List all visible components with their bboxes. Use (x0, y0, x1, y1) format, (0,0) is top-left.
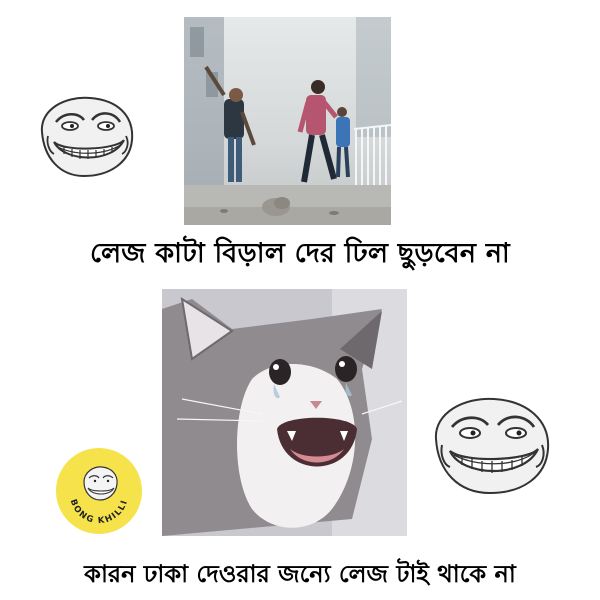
logo-text: BONG KHILLI (67, 497, 131, 527)
crying-cat-illustration (162, 289, 407, 536)
protest-scene-illustration (184, 17, 391, 225)
bottom-caption: কারন ঢাকা দেওরার জন্যে লেজ টাই থাকে না (84, 560, 516, 588)
crying-cat-photo (162, 289, 407, 536)
logo-troll-icon (56, 448, 142, 534)
top-caption: লেজ কাটা বিড়াল দের ঢিল ছুড়বেন না (90, 238, 510, 269)
troll-face-icon (428, 393, 554, 497)
protest-photo (184, 17, 391, 225)
bong-khilli-logo (56, 448, 142, 534)
troll-face-icon (34, 92, 138, 180)
svg-text:BONG KHILLI (68, 498, 131, 526)
